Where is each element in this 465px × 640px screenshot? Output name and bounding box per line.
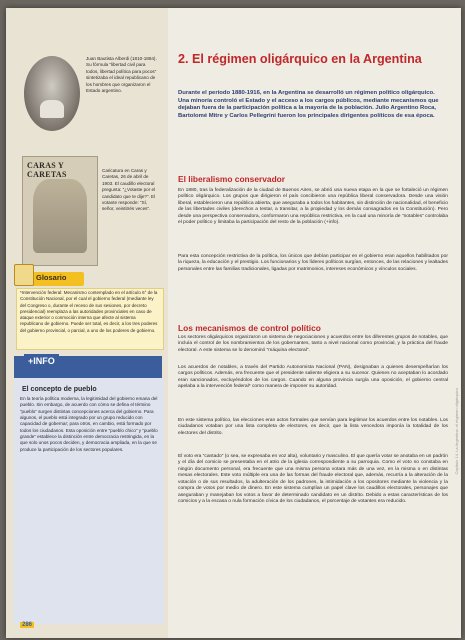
cartoon-figure [33,179,87,253]
section-title: 2. El régimen oligárquico en la Argentina [178,52,422,66]
info-text: En la teoría política moderna, la legitimidad del gobierno emana del pueblo. Sin embargo, de acuerdo con cómo se defina el término “pueblo” surgen distintas concepciones acerca del gobierno. Para algunos, el pueblo está integrado por un grupo reducido con capacidad de gobernar; para otros, en cambio, está formado por todos los ciudadanos. Esta oposición entre “pueblo chico” y “pueblo grande” establece la distinción entre democracia restringida, en la que solo unos pocos deciden, y democracia ampliada, en la que se produce la participación de los sectores populares. [20,396,158,452]
subtitle-mecanismos: Los mecanismos de control político [178,323,321,333]
paragraph: Para esta concepción restrictiva de la política, los únicos que debían participar en el gobierno eran aquellos habilitados por la riqueza, la educación y el prestigio. Los funcionarios y los líderes políticos surgían, entonces, de las relaciones y lealtades personales entre las familias tradicionales, ligadas por matrimonios, intereses económicos y vínculos sociales. [178,254,448,272]
paragraph: Los sectores oligárquicos organizaron un sistema de negociaciones y acuerdos entre los diferentes grupos de notables, que incluía el control de los nombramientos de los gobernantes, tanto a nivel nacional como provincial, y la práctica del fraude electoral. A este sistema se lo denominó “máquina electoral”. [178,335,448,353]
paragraph: En este sistema político, las elecciones eran actos formales que servían para legitimar los acuerdos entre los notables. Los ciudadanos votaban por una lista completa de electores, es decir, que la lista vencedora imponía la totalidad de los electores del distrito. [178,418,448,436]
margin-chapter-text: Capítulo 14. La Argentina: el régimen oligárquico [454,388,459,475]
portrait-caption: Juan Bautista Alberdi (1810-1884). Su fórmula “libertad civil para todos, libertad política para pocos” sintetizaba el ideal republicano de los hombres que organizaron el Estado argentino. [86,56,157,94]
paragraph: Los acuerdos de notables, a través del Partido Autonomista Nacional (PAN), designaban a quienes desempeñarían los cargos políticos. Además, era frecuente que el presidente saliente eligiera a su sucesor. Quienes no aceptaban lo acordado eran sancionados, excluyéndolos de los cargos. Cuando en alguna provincia surgía una oposición, el gobierno central apelaba a la intervención federal* como manera de imponer su autoridad. [178,365,448,390]
sidebar [6,8,168,638]
subtitle-liberalismo: El liberalismo conservador [178,174,286,184]
main-content [172,8,448,638]
alberdi-portrait [24,56,80,131]
paragraph: En 1880, tras la federalización de la ciudad de Buenos Aires, se abrió una nueva etapa en la que se fortaleció un régimen político oligárquico. Los grupos que dirigieron el país concibieron una república liberal conservadora. Desde una visión liberal, establecieron una república abierta, que aseguraba a todos los habitantes, sin distinción de nacionalidad, el beneficio de las libertades civiles (derechos a testar, a transitar, a la propiedad y los demás consagrados en la Constitución). Pero desde una perspectiva conservadora, conformaron una república restrictiva, en la cual una minoría de “notables” controlaba el poder político y limitaba la participación del resto de la población (+info). [178,188,448,226]
cartoon-caption: Caricatura en Caras y Caretas, 26 de abril de 1903. El caudillo electoral pregunta: “¿Votaste por el candidato que te dije?”. El votante responde: “Sí, señor, veintitrés veces”. [102,168,156,212]
book-icon [14,264,34,286]
section-intro: Durante el período 1880-1916, en la Argentina se desarrolló un régimen político oligárquico. Una minoría controló el Estado y el acceso a los cargos públicos, mediante mecanismos que dejaban fuera de la participación política a la mayoría de la población. Julio Argentino Roca, Bartolomé Mitre y Carlos Pellegrini fueron los principales dirigentes políticos de esa época. [178,90,439,119]
textbook-page [6,8,461,638]
info-title: El concepto de pueblo [22,386,97,393]
page-number: 286 [22,622,33,628]
cartoon-title: CARAS Y CARETAS [27,161,67,179]
glossary-title: Glosario [36,273,67,282]
caras-y-caretas-cartoon [22,156,98,266]
glossary-text: *Intervención federal: Mecanismo contemplado en el artículo 6° de la Constitución Nacional, por el cual el gobierno federal (mediante ley del Congreso o, durante el receso de sus sesiones, por decreto presidencial) reemplaza a las autoridades provinciales en caso de ataque exterior o conmoción interna que afecte al sistema republicano de gobierno. Puede ser total, es decir, a los tres poderes del gobierno provincial, o parcial, a uno de los poderes de gobierno. [20,290,158,333]
paragraph: El voto era “cantado” (o sea, se expresaba en voz alta), voluntario y masculino. El que quería votar se anotaba en un padrón y el día del comicio se presentaba en el atrio de la iglesia correspondiente a su parroquia. Como el voto no constaba en ningún documento personal, era frecuente que una misma persona votara más de una vez, en la misma o en distintas mesas electorales. Este voto múltiple era una de las formas del fraude electoral que, además, recurría a la alteración de la votación o de sus resultados, la adulteración de los padrones, la intimidación a los opositores mediante la violencia y la compra de votos por medio de dinero. En este sistema cumplían un papel clave los caudillos electorales, personajes que aseguraban y manejaban los votos a favor de determinado candidato en un distrito. Debido a estas características de los comicios y a la escasa o nula formación cívica de los ciudadanos, el porcentaje de votantes era reducido. [178,454,448,505]
info-label: +INFO [24,354,59,368]
